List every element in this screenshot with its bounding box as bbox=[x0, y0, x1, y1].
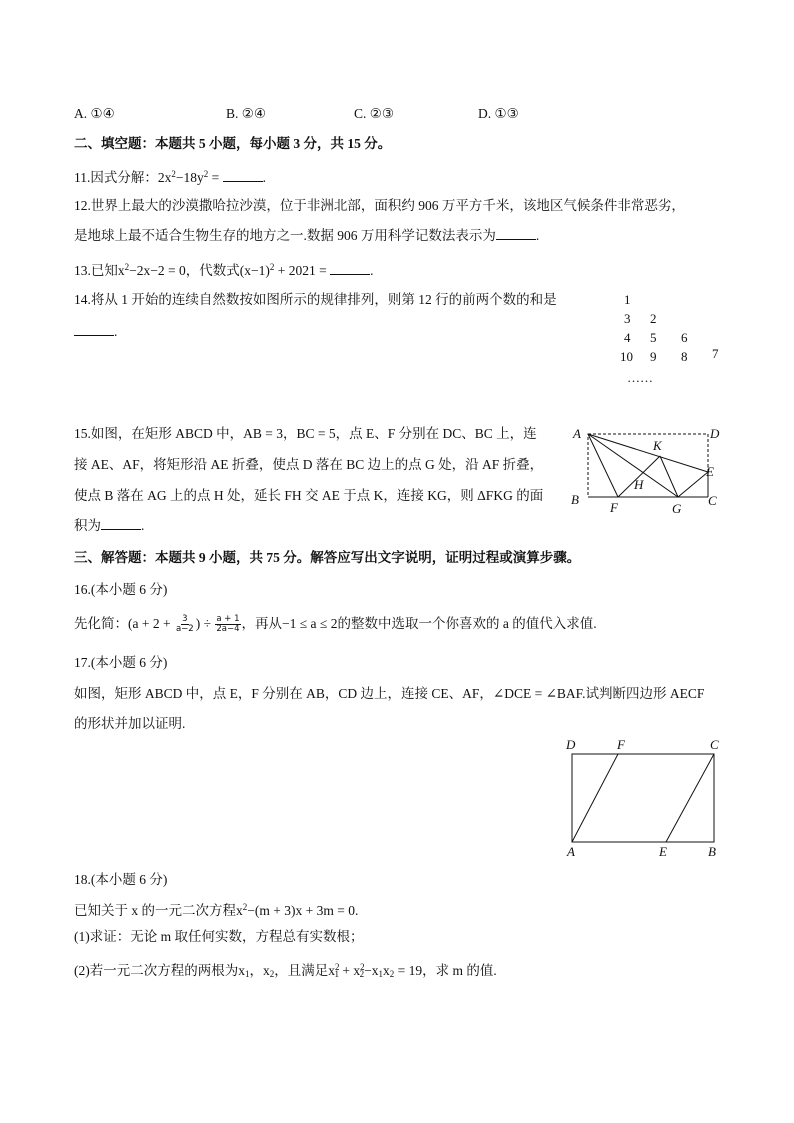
q18-s5: 1 bbox=[378, 969, 383, 979]
q18-l3d: + x bbox=[339, 963, 361, 978]
triangle-dots: …… bbox=[627, 370, 653, 385]
fig15-label-k: K bbox=[653, 438, 662, 453]
fig15-label-h: H bbox=[634, 477, 644, 492]
question-12-line-2 bbox=[74, 226, 539, 246]
triangle-cell: 5 bbox=[650, 330, 657, 345]
q13-answer-blank[interactable] bbox=[330, 262, 370, 275]
fig17-label-f: F bbox=[617, 737, 625, 752]
option-d: D. ①③ bbox=[478, 106, 519, 121]
q18-s2: 2 bbox=[269, 969, 275, 979]
fig15-label-b: B bbox=[571, 492, 579, 507]
q18-s4: 2 bbox=[359, 969, 365, 979]
q18-line1a: 已知关于 x 的一元二次方程x bbox=[74, 903, 243, 918]
option-a: A. ①④ bbox=[74, 106, 115, 121]
question-16-body bbox=[74, 614, 597, 634]
fig15-label-d: D bbox=[710, 426, 720, 441]
triangle-cell: 6 bbox=[681, 330, 688, 345]
triangle-cell: 10 bbox=[620, 349, 633, 364]
fig17-label-e: E bbox=[659, 844, 667, 859]
q13-prefix: 13.已知x bbox=[74, 263, 125, 278]
q15-answer-blank[interactable] bbox=[101, 517, 141, 530]
question-18-heading: 18.(本小题 6 分) bbox=[74, 872, 168, 887]
fig17-line-af bbox=[572, 754, 618, 842]
q11-prefix: 11.因式分解：2x bbox=[74, 170, 172, 185]
question-14-line-1: 14.将从 1 开始的连续自然数按如图所示的规律排列，则第 12 行的前两个数的和是 bbox=[74, 292, 557, 307]
triangle-cell: 1 bbox=[624, 292, 631, 307]
q18-s6: 2 bbox=[389, 969, 395, 979]
fig15-line-ge bbox=[678, 472, 708, 497]
fig15-label-c: C bbox=[708, 493, 717, 508]
q18-e4: 2 bbox=[360, 962, 365, 972]
fig15-line-af bbox=[588, 434, 618, 497]
q11-eq: = bbox=[208, 170, 223, 185]
q16-fraction-1 bbox=[175, 615, 195, 634]
q11-exp2: 2 bbox=[203, 169, 209, 179]
section-3-heading: 三、解答题：本题共 9 小题，共 75 分。解答应写出文字说明，证明过程或演算步骤。 bbox=[74, 550, 581, 565]
question-18-line-3 bbox=[74, 957, 497, 984]
q16-f2-den: 2a−4 bbox=[216, 624, 240, 635]
q12-answer-blank[interactable] bbox=[496, 227, 536, 240]
q11-end: . bbox=[262, 170, 266, 185]
question-11 bbox=[74, 164, 266, 188]
q18-l3a: (2)若一元二次方程的两根为x bbox=[74, 963, 245, 978]
q18-l3e: −x bbox=[364, 963, 379, 978]
fig15-line-ae bbox=[588, 434, 708, 472]
triangle-cell: 7 bbox=[712, 346, 719, 361]
question-15-line-1: 15.如图，在矩形 ABCD 中，AB = 3，BC = 5，点 E、F 分别在 DC、BC 上，连 bbox=[74, 426, 537, 441]
fig17-label-b: B bbox=[708, 844, 716, 859]
question-17-heading: 17.(本小题 6 分) bbox=[74, 655, 168, 670]
q18-l3c: ，且满足x bbox=[274, 963, 335, 978]
q11-mid: −18y bbox=[175, 170, 204, 185]
q13-exp2: 2 bbox=[269, 262, 275, 272]
section-2-heading: 二、填空题：本题共 5 小题，每小题 3 分，共 15 分。 bbox=[74, 136, 392, 151]
q14-end: . bbox=[114, 324, 118, 339]
question-15-line-4 bbox=[74, 516, 144, 536]
fig15-label-g: G bbox=[672, 501, 682, 516]
q18-s1: 1 bbox=[245, 969, 250, 979]
question-16-heading: 16.(本小题 6 分) bbox=[74, 582, 168, 597]
triangle-cell: 3 bbox=[624, 311, 631, 326]
triangle-cell: 4 bbox=[624, 330, 631, 345]
q18-line1-exp: 2 bbox=[242, 902, 248, 912]
triangle-cell: 2 bbox=[650, 311, 657, 326]
option-b: B. ②④ bbox=[226, 106, 266, 121]
q18-e3: 2 bbox=[335, 962, 340, 972]
q13-tail: + 2021 = bbox=[274, 263, 331, 278]
q16-fraction-2 bbox=[215, 615, 240, 634]
fig15-label-f: F bbox=[610, 500, 618, 515]
question-12-line-1: 12.世界上最大的沙漠撒哈拉沙漠，位于非洲北部，面积约 906 万平方千米，该地区气候条件非常恶劣， bbox=[74, 198, 685, 213]
q16-post: ，再从−1 ≤ a ≤ 2的整数中选取一个你喜欢的 a 的值代入求值. bbox=[241, 616, 597, 631]
q13-end: . bbox=[370, 263, 374, 278]
figure-15 bbox=[568, 422, 728, 522]
triangle-cell: 9 bbox=[650, 349, 657, 364]
fig15-label-a: A bbox=[573, 426, 581, 441]
q16-f2-num: a + 1 bbox=[216, 614, 240, 625]
triangle-cell: 8 bbox=[681, 349, 688, 364]
question-18-line-2: (1)求证：无论 m 取任何实数，方程总有实数根； bbox=[74, 929, 364, 944]
question-18-line-1 bbox=[74, 897, 358, 921]
question-14-line-2 bbox=[74, 322, 117, 342]
q18-l3b: ，x bbox=[249, 963, 270, 978]
q11-answer-blank[interactable] bbox=[223, 169, 263, 182]
question-15-line-3: 使点 B 落在 AG 上的点 H 处，延长 FH 交 AE 于点 K，连接 KG，则 ΔFKG 的面 bbox=[74, 488, 544, 503]
figure-17 bbox=[562, 736, 732, 861]
q16-f1-num: 3 bbox=[182, 614, 188, 625]
q16-div: ) ÷ bbox=[195, 616, 215, 631]
q14-answer-blank[interactable] bbox=[74, 323, 114, 336]
fig17-label-c: C bbox=[710, 737, 719, 752]
q13-mid: −2x−2 = 0，代数式(x−1) bbox=[129, 263, 270, 278]
option-c: C. ②③ bbox=[354, 106, 394, 121]
q18-l3g: = 19，求 m 的值. bbox=[394, 963, 497, 978]
question-17-line-1: 如图，矩形 ABCD 中，点 E，F 分别在 AB，CD 边上，连接 CE、AF，∠DCE = ∠BAF.试判断四边形 AECF bbox=[74, 686, 705, 701]
q13-exp: 2 bbox=[124, 262, 130, 272]
question-17-line-2: 的形状并加以证明. bbox=[74, 716, 186, 731]
q12-line2-text: 是地球上最不适合生物生存的地方之一.数据 906 万用科学记数法表示为 bbox=[74, 228, 496, 243]
q18-line1b: −(m + 3)x + 3m = 0. bbox=[247, 903, 359, 918]
question-15-line-2: 接 AE、AF，将矩形沿 AE 折叠，使点 D 落在 BC 边上的点 G 处，沿 AF 折叠， bbox=[74, 457, 544, 472]
fig17-label-a: A bbox=[567, 844, 575, 859]
q18-s3: 1 bbox=[334, 969, 339, 979]
q16-f1-den: a−2 bbox=[175, 624, 194, 635]
q11-exp1: 2 bbox=[171, 169, 176, 179]
fig17-line-ec bbox=[666, 754, 714, 842]
q15-end: . bbox=[141, 518, 145, 533]
q16-pre: 先化简：(a + 2 + bbox=[74, 616, 174, 631]
fig17-rect bbox=[572, 754, 714, 842]
fig15-label-e: E bbox=[706, 464, 714, 479]
q12-end: . bbox=[535, 228, 540, 243]
question-13 bbox=[74, 257, 373, 281]
q15-line4-text: 积为 bbox=[74, 518, 101, 533]
fig17-label-d: D bbox=[566, 737, 576, 752]
q18-l3f: x bbox=[383, 963, 390, 978]
